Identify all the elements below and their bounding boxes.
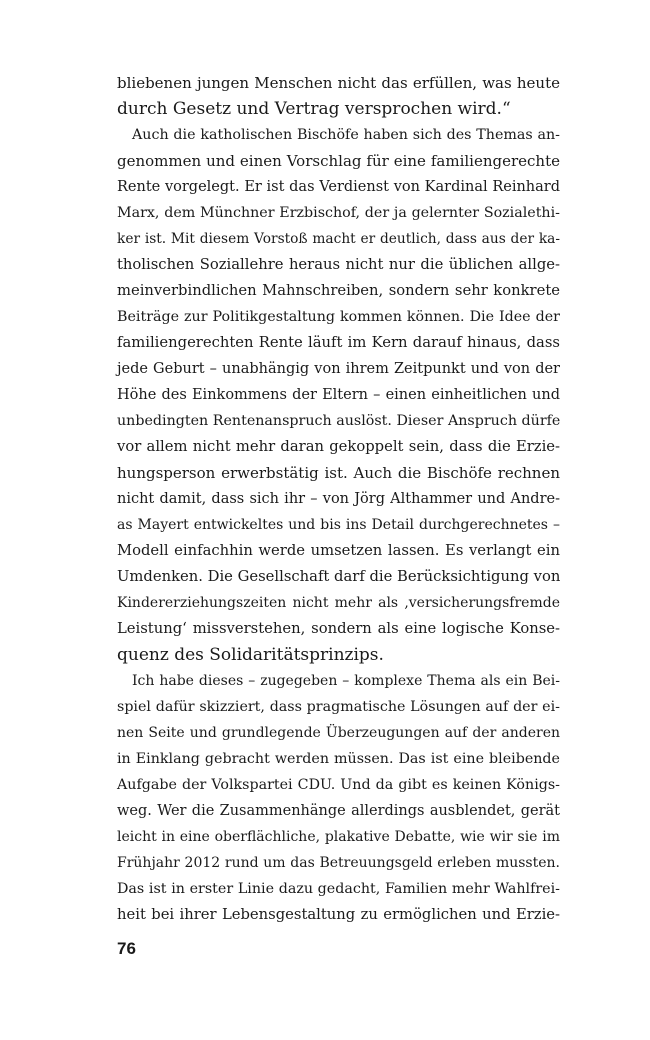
text-line: hungsperson erwerbstätig ist. Auch die Bischöfe rechnen — [117, 464, 560, 482]
text-line: Höhe des Einkommens der Eltern – einen einheitlichen und — [117, 387, 560, 403]
text-line: ker ist. Mit diesem Vorstoß macht er deutlich, dass aus der ka- — [117, 231, 560, 247]
text-line: as Mayert entwickeltes und bis ins Detail durchgerechnetes – — [117, 517, 560, 533]
text-line: Marx, dem Münchner Erzbischof, der ja gelernter Sozialethi- — [117, 205, 560, 221]
text-line: Rente vorgelegt. Er ist das Verdienst von Kardinal Reinhard — [117, 179, 560, 195]
text-line: Ich habe dieses – zugegeben – komplexe Thema als ein Bei- — [132, 673, 560, 689]
text-line: Kindererziehungszeiten nicht mehr als ‚versicherungsfremde — [117, 595, 560, 611]
text-line: nicht damit, dass sich ihr – von Jörg Althammer und Andre- — [117, 491, 560, 507]
text-line: weg. Wer die Zusammenhänge allerdings ausblendet, gerät — [117, 803, 560, 819]
text-line: genommen und einen Vorschlag für eine familiengerechte — [117, 152, 560, 170]
page-number: 76 — [117, 939, 136, 958]
text-line: Leistung‘ missverstehen, sondern als eine logische Konse- — [117, 620, 560, 637]
text-line: Umdenken. Die Gesellschaft darf die Berücksichtigung von — [117, 568, 561, 585]
text-line: vor allem nicht mehr daran gekoppelt sein, dass die Erzie- — [117, 438, 560, 455]
text-line: heit bei ihrer Lebensgestaltung zu ermöglichen und Erzie- — [117, 906, 560, 923]
text-line: leicht in eine oberflächliche, plakative Debatte, wie wir sie im — [117, 829, 560, 845]
text-line: nen Seite und grundlegende Überzeugungen auf der anderen — [117, 725, 560, 741]
text-line: spiel dafür skizziert, dass pragmatische Lösungen auf der ei- — [117, 699, 560, 715]
text-line: jede Geburt – unabhängig von ihrem Zeitpunkt und von der — [117, 361, 560, 377]
text-line: tholischen Soziallehre heraus nicht nur die üblichen allge- — [117, 256, 560, 273]
text-line: unbedingten Rentenanspruch auslöst. Dieser Anspruch dürfe — [117, 413, 561, 429]
text-line: in Einklang gebracht werden müssen. Das ist eine bleibende — [117, 751, 560, 767]
text-line: meinverbindlichen Mahnschreiben, sondern sehr konkrete — [117, 282, 560, 299]
text-line: Aufgabe der Volkspartei CDU. Und da gibt es keinen Königs- — [117, 777, 560, 793]
text-line: bliebenen jungen Menschen nicht das erfüllen, was heute — [117, 74, 560, 92]
text-line: Das ist in erster Linie dazu gedacht, Familien mehr Wahlfrei- — [117, 881, 560, 897]
text-line: quenz des Solidaritätsprinzips. — [117, 645, 384, 665]
text-line: Frühjahr 2012 rund um das Betreuungsgeld erleben mussten. — [117, 855, 560, 871]
text-line: familiengerechten Rente läuft im Kern darauf hinaus, dass — [117, 334, 560, 351]
text-line: Modell einfachhin werde umsetzen lassen. Es verlangt ein — [117, 542, 560, 559]
text-line: durch Gesetz und Vertrag versprochen wird.“ — [117, 99, 511, 119]
text-line: Beiträge zur Politikgestaltung kommen können. Die Idee der — [117, 309, 560, 325]
text-line: Auch die katholischen Bischöfe haben sich des Themas an- — [132, 127, 560, 143]
